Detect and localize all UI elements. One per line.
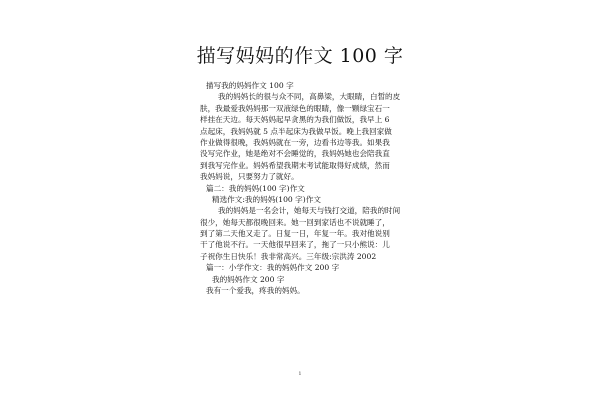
body-line: 我的妈妈作文 200 字 — [212, 274, 285, 284]
body-line: 篇二：我的妈妈(100 字)作文 — [206, 183, 305, 193]
body-line: 到了第二天他又走了。日复一日，年复一年。我对他说别 — [200, 229, 390, 239]
body-line: 肤，我最爱我妈妈那一双液绿色的眼睛，像一颗绿宝石一 — [200, 103, 390, 113]
body-line: 篇一：小学作文：我的妈妈作文 200 字 — [206, 263, 340, 273]
body-line: 精选作文:我的妈妈(100 字)作文 — [212, 194, 321, 204]
body-line: 作业做得很晚，我妈妈就在一旁，边看书边等我。如果我 — [200, 137, 390, 147]
body-line: 没写完作业，她是绝对不会睡觉的，我妈妈她也会陪我直 — [200, 149, 390, 159]
body-line: 点起床，我妈妈就 5 点半起床为我做早饭。晚上我回家做 — [200, 126, 392, 136]
body-line: 我妈妈说，只要努力了就好。 — [200, 172, 299, 182]
document-body — [200, 80, 404, 296]
body-line: 干了他说不行。一天他很早回来了，拖了一只小熊说：儿 — [200, 240, 390, 250]
body-line: 很少，她每天都很晚回来。她一回到家话也不说就睡了， — [200, 217, 390, 227]
body-line: 子祝你生日快乐！我非常高兴。三年级:宗洪涛 2002 — [200, 251, 377, 261]
page-number: 1 — [298, 371, 302, 377]
body-line: 到我写完作业。妈妈希望我期末考试能取得好成绩，然而 — [200, 160, 390, 170]
body-line: 我的妈妈是一名会计，她每天与钱打交道，陪我的时间 — [218, 206, 401, 216]
body-line: 样挂在天边。每天妈妈起早贪黑的为我们做饭，我早上 6 — [200, 115, 390, 125]
document-title: 描写妈妈的作文 100 字 — [196, 45, 404, 67]
body-line: 我的妈妈长的很与众不同，高鼻梁，大眼睛，白皙的皮 — [218, 92, 401, 102]
body-line: 我有一个爱我，疼我的妈妈。 — [206, 286, 305, 296]
body-line: 描写我的妈妈作文 100 字 — [206, 81, 294, 90]
